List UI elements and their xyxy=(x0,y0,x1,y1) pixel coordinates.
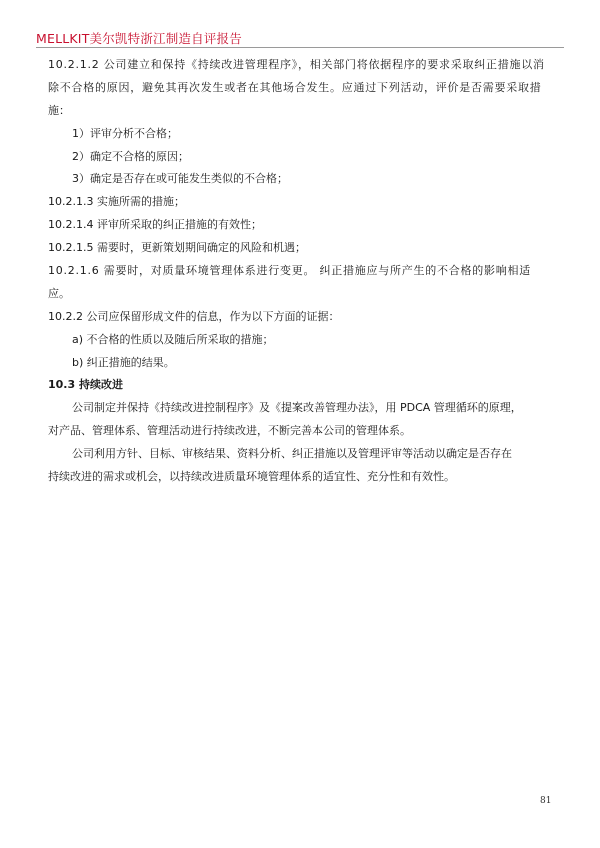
section-heading: 10.3 持续改进 xyxy=(48,378,123,392)
list-item: 3）确定是否存在或可能发生类似的不合格； xyxy=(72,172,288,186)
clause-line: 10.2.1.3 实施所需的措施； xyxy=(48,195,185,209)
list-item: 2）确定不合格的原因； xyxy=(72,149,189,163)
page-header xyxy=(36,27,564,48)
paragraph-line: 10.2.1.2 公司建立和保持《持续改进管理程序》，相关部门将依据程序的要求采取纠正措施以消 xyxy=(48,58,545,71)
paragraph-line: 公司利用方针、目标、审核结果、资料分析、纠正措施以及管理评审等活动以确定是否存在 xyxy=(72,447,512,461)
page-number: 81 xyxy=(540,796,552,806)
brand-en: MELLKIT xyxy=(36,31,90,46)
brand-subtitle: 浙江制造自评报告 xyxy=(140,31,242,46)
brand-title xyxy=(36,29,242,47)
paragraph-line: 施： xyxy=(48,103,70,117)
clause-line: 10.2.1.5 需要时，更新策划期间确定的风险和机遇； xyxy=(48,241,306,255)
clause-line: 10.2.1.4 评审所采取的纠正措施的有效性； xyxy=(48,218,262,232)
paragraph-line: 公司制定并保持《持续改进控制程序》及《提案改善管理办法》，用 PDCA 管理循环的原理， xyxy=(72,401,522,415)
brand-cn: 美尔凯特 xyxy=(89,31,141,46)
paragraph-line: 除不合格的原因，避免其再次发生或者在其他场合发生。应通过下列活动，评价是否需要采取措 xyxy=(48,80,542,94)
list-item: a) 不合格的性质以及随后所采取的措施； xyxy=(72,332,274,346)
document-body xyxy=(48,54,563,489)
list-item: 1）评审分析不合格； xyxy=(72,126,178,140)
clause-line: 10.2.1.6 需要时，对质量环境管理体系进行变更。 纠正措施应与所产生的不合格的影响相适 xyxy=(48,264,531,278)
paragraph-line: 持续改进的需求或机会，以持续改进质量环境管理体系的适宜性、充分性和有效性。 xyxy=(48,470,455,484)
paragraph-line: 对产品、管理体系、管理活动进行持续改进，不断完善本公司的管理体系。 xyxy=(48,424,411,438)
list-item: b) 纠正措施的结果。 xyxy=(72,355,175,369)
paragraph-line: 应。 xyxy=(48,286,70,300)
clause-line: 10.2.2 公司应保留形成文件的信息，作为以下方面的证据： xyxy=(48,309,340,323)
